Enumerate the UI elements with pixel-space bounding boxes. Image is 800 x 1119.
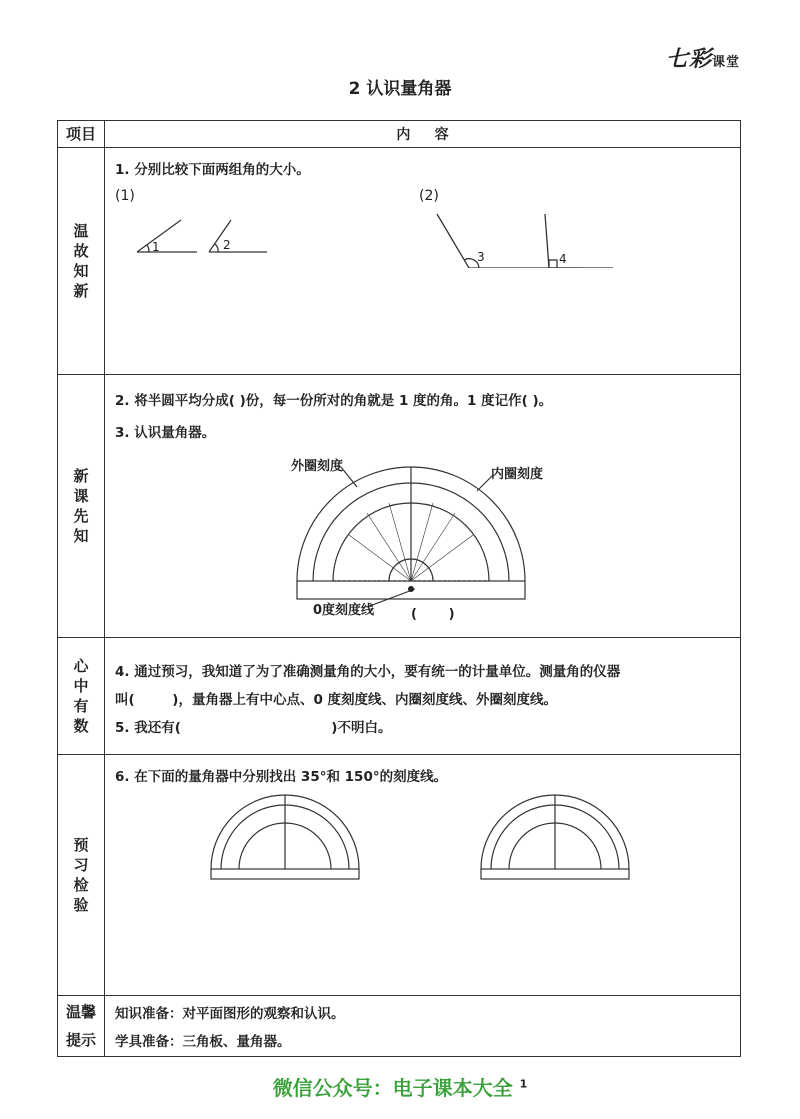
angle-2-label: 2 bbox=[223, 238, 231, 252]
section-know bbox=[58, 638, 741, 755]
zero-line-label: 0度刻度线 bbox=[313, 603, 375, 618]
section-label: 心中有数 bbox=[58, 638, 105, 755]
page-number: 1 bbox=[519, 1077, 528, 1091]
worksheet-table bbox=[57, 120, 741, 1057]
section-new-lesson bbox=[58, 375, 741, 638]
section-label: 新课先知 bbox=[58, 375, 105, 638]
group-2-label: (2) bbox=[419, 188, 439, 204]
question-2: 2. 将半圆平均分成( )份，每一份所对的角就是 1 度的角。1 度记作( )。 bbox=[115, 393, 553, 409]
question-4-line-2: 叫( )，量角器上有中心点、0 度刻度线、内圈刻度线、外圈刻度线。 bbox=[115, 692, 558, 708]
tip-knowledge: 知识准备：对平面图形的观察和认识。 bbox=[115, 1006, 345, 1022]
angle-4-label: 4 bbox=[559, 252, 567, 266]
question-4-line-1: 4. 通过预习，我知道了为了准确测量角的大小，要有统一的计量单位。测量角的仪器 bbox=[115, 664, 621, 680]
table-header bbox=[58, 121, 741, 148]
question-5: 5. 我还有( )不明白。 bbox=[115, 720, 392, 736]
header-item: 项目 bbox=[58, 121, 105, 148]
footer-watermark: 微信公众号：电子课本大全 $^1$ bbox=[272, 1076, 528, 1100]
angle-figures bbox=[105, 148, 735, 268]
center-blank: ( ) bbox=[411, 607, 455, 622]
section-tips bbox=[58, 996, 741, 1057]
section-label: 温故知新 bbox=[58, 148, 105, 375]
protractor-diagram bbox=[105, 375, 735, 637]
section-label: 温馨 提示 bbox=[58, 996, 105, 1057]
question-1: 1. 分别比较下面两组角的大小。 bbox=[115, 162, 310, 178]
practice-protractors bbox=[105, 755, 735, 995]
section-label: 预习检验 bbox=[58, 755, 105, 996]
question-6: 6. 在下面的量角器中分别找出 35°和 150°的刻度线。 bbox=[115, 769, 448, 785]
section-check bbox=[58, 755, 741, 996]
brand-logo: 七彩课堂 bbox=[665, 46, 740, 72]
outer-scale-label: 外圈刻度 bbox=[291, 459, 344, 474]
tip-tools: 学具准备：三角板、量角器。 bbox=[115, 1034, 291, 1050]
angle-3-label: 3 bbox=[477, 250, 485, 264]
page-title: 2 认识量角器 bbox=[348, 79, 452, 99]
angle-1-label: 1 bbox=[152, 240, 160, 254]
question-3: 3. 认识量角器。 bbox=[115, 425, 216, 441]
group-1-label: (1) bbox=[115, 188, 135, 204]
inner-scale-label: 内圈刻度 bbox=[491, 467, 544, 482]
header-content: 内 容 bbox=[105, 121, 741, 148]
section-review bbox=[58, 148, 741, 375]
